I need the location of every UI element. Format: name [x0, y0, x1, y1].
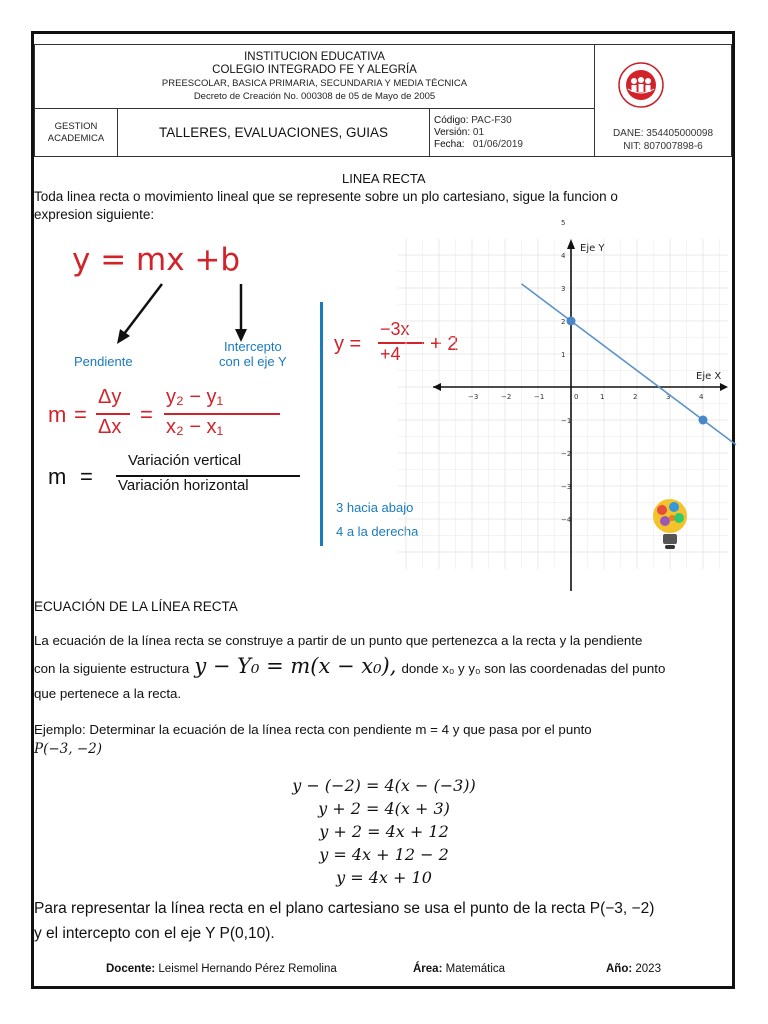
- fecha-value: 01/06/2019: [472, 138, 523, 150]
- institution-block: [35, 45, 595, 109]
- p1-line3: que pertenece a la recta.: [34, 686, 182, 701]
- y-tick-label: −1: [561, 417, 572, 425]
- gestion-cell: [35, 109, 118, 157]
- gestion-line2: ACADEMICA: [47, 132, 105, 144]
- footer-docente: [106, 963, 337, 975]
- area-label: Área:: [413, 963, 443, 975]
- institution-line2: COLEGIO INTEGRADO FE Y ALEGRÍA: [212, 63, 417, 76]
- doc-title: TALLERES, EVALUACIONES, GUIAS: [118, 109, 430, 157]
- intercepto-line2: con el eje Y: [219, 354, 287, 369]
- x-tick-label: 0: [574, 393, 579, 401]
- x-axis-arrow-right: [720, 383, 728, 391]
- institution-line3: PREESCOLAR, BASICA PRIMARIA, SECUNDARIA Y MEDIA TÉCNICA: [161, 77, 468, 89]
- p1-line2a: con la siguiente estructura: [34, 661, 190, 676]
- delta-x: Δx: [98, 416, 122, 438]
- nit-code: NIT: 807007898-6: [623, 141, 703, 152]
- footer-area: [413, 963, 505, 975]
- doc-meta: [430, 109, 595, 157]
- solution-steps: [214, 774, 554, 889]
- x-tick-label: 1: [600, 393, 605, 401]
- x-tick-label: −2: [501, 393, 512, 401]
- formula-main: [72, 242, 240, 278]
- intro-line2: expresion siguiente:: [34, 207, 155, 222]
- docente-label: Docente:: [106, 963, 156, 975]
- gestion-line1: GESTION: [54, 120, 98, 132]
- footer-anio: [606, 963, 661, 975]
- x-tick-label: 4: [699, 393, 704, 401]
- final-line1: Para representar la línea recta en el plano cartesiano se usa el punto de la recta P(−3, −2): [34, 900, 655, 917]
- slope-formula: [48, 386, 298, 446]
- y-tick-label: −3: [561, 483, 572, 491]
- example-num: −3x: [380, 319, 410, 339]
- codigo-value: PAC-F30: [471, 114, 512, 126]
- var-m: m: [48, 464, 67, 489]
- y-tick-label: 5: [561, 219, 566, 227]
- example-line1: Ejemplo: Determinar la ecuación de la línea recta con pendiente m = 4 y que pasa por el punto: [34, 722, 592, 737]
- p1-formula: y − Y₀ = m(x − x₀),: [194, 654, 397, 678]
- docente-value: Leismel Hernando Pérez Remolina: [158, 963, 337, 975]
- section2-heading: ECUACIÓN DE LA LÍNEA RECTA: [34, 599, 238, 614]
- x-axis-label: Eje X: [696, 371, 722, 382]
- pendiente-label: Pendiente: [74, 354, 133, 369]
- intro-line1: Toda linea recta o movimiento lineal que se represente sobre un plo cartesiano, sigue la funcion o: [34, 189, 618, 204]
- lightbulb-icon: [648, 496, 692, 554]
- version-label: Versión:: [434, 126, 471, 138]
- variation-formula: [48, 452, 308, 502]
- step-1: y − (−2) = 4(x − (−3)): [292, 776, 476, 795]
- y-tick-label: 3: [561, 285, 566, 293]
- fecha-label: Fecha:: [434, 138, 465, 150]
- x2-x1: x₂ − x₁: [166, 416, 224, 438]
- step-3: y + 2 = 4x + 12: [319, 822, 449, 841]
- hacia-abajo: 3 hacia abajo: [336, 500, 414, 515]
- y-axis-label: Eje Y: [580, 243, 605, 254]
- codigo-label: Código:: [434, 114, 469, 126]
- y-tick-label: 4: [561, 252, 566, 260]
- version-value: 01: [472, 126, 485, 138]
- a-la-derecha: 4 a la derecha: [336, 524, 419, 539]
- y-tick-label: 1: [561, 351, 566, 359]
- variacion-horizontal: Variación horizontal: [118, 477, 249, 494]
- example-den: +4: [380, 344, 401, 364]
- p1-line2b: donde x₀ y y₀ son las coordenadas del punto: [401, 661, 666, 676]
- variacion-vertical: Variación vertical: [128, 452, 242, 469]
- intercepto-line1: Intercepto: [223, 339, 282, 354]
- x-axis-arrow-left: [433, 383, 441, 391]
- anio-label: Año:: [606, 963, 633, 975]
- slope-eq1: =: [74, 402, 87, 427]
- final-line2: y el intercepto con el eje Y P(0,10).: [34, 925, 275, 942]
- x-tick-label: 2: [633, 393, 638, 401]
- delta-y: Δy: [98, 386, 122, 408]
- step-2: y + 2 = 4(x + 3): [318, 799, 450, 818]
- example-line2: P(−3, −2): [34, 741, 103, 757]
- figure-divider: [320, 302, 323, 546]
- var-eq: =: [80, 464, 93, 489]
- x-tick-label: 3: [666, 393, 671, 401]
- p1-line1: La ecuación de la línea recta se construye a partir de un punto que pertenezca a la recta y la pendiente: [34, 633, 643, 648]
- example-plus: + 2: [430, 333, 459, 355]
- area-value: Matemática: [445, 963, 506, 975]
- section-title: LINEA RECTA: [342, 171, 426, 186]
- anio-value: 2023: [635, 963, 661, 975]
- data-point: [699, 416, 708, 425]
- page-frame: [31, 31, 735, 989]
- slope-m: m: [48, 402, 67, 427]
- p1-line2: [34, 654, 665, 680]
- school-logo: [618, 62, 664, 108]
- institution-line1: INSTITUCION EDUCATIVA: [244, 50, 385, 63]
- slope-eq2: =: [140, 402, 153, 427]
- intercepto-label: [219, 339, 287, 369]
- y-tick-label: −4: [561, 516, 572, 524]
- dane-code: DANE: 354405000098: [612, 128, 714, 139]
- y-axis-arrow-top: [567, 239, 575, 249]
- x-tick-label: −3: [468, 393, 479, 401]
- x-tick-label: −1: [534, 393, 545, 401]
- example-y: y =: [334, 333, 362, 355]
- institution-line4: Decreto de Creación No. 000308 de 05 de Mayo de 2005: [193, 90, 436, 102]
- y2-y1: y₂ − y₁: [166, 386, 224, 408]
- y-tick-label: 2: [561, 318, 566, 326]
- step-4: y = 4x + 12 − 2: [319, 845, 449, 864]
- data-point: [567, 317, 576, 326]
- formula-main-text: y = mx +b: [72, 242, 241, 278]
- y-tick-label: −2: [561, 450, 572, 458]
- step-5: y = 4x + 10: [336, 868, 432, 887]
